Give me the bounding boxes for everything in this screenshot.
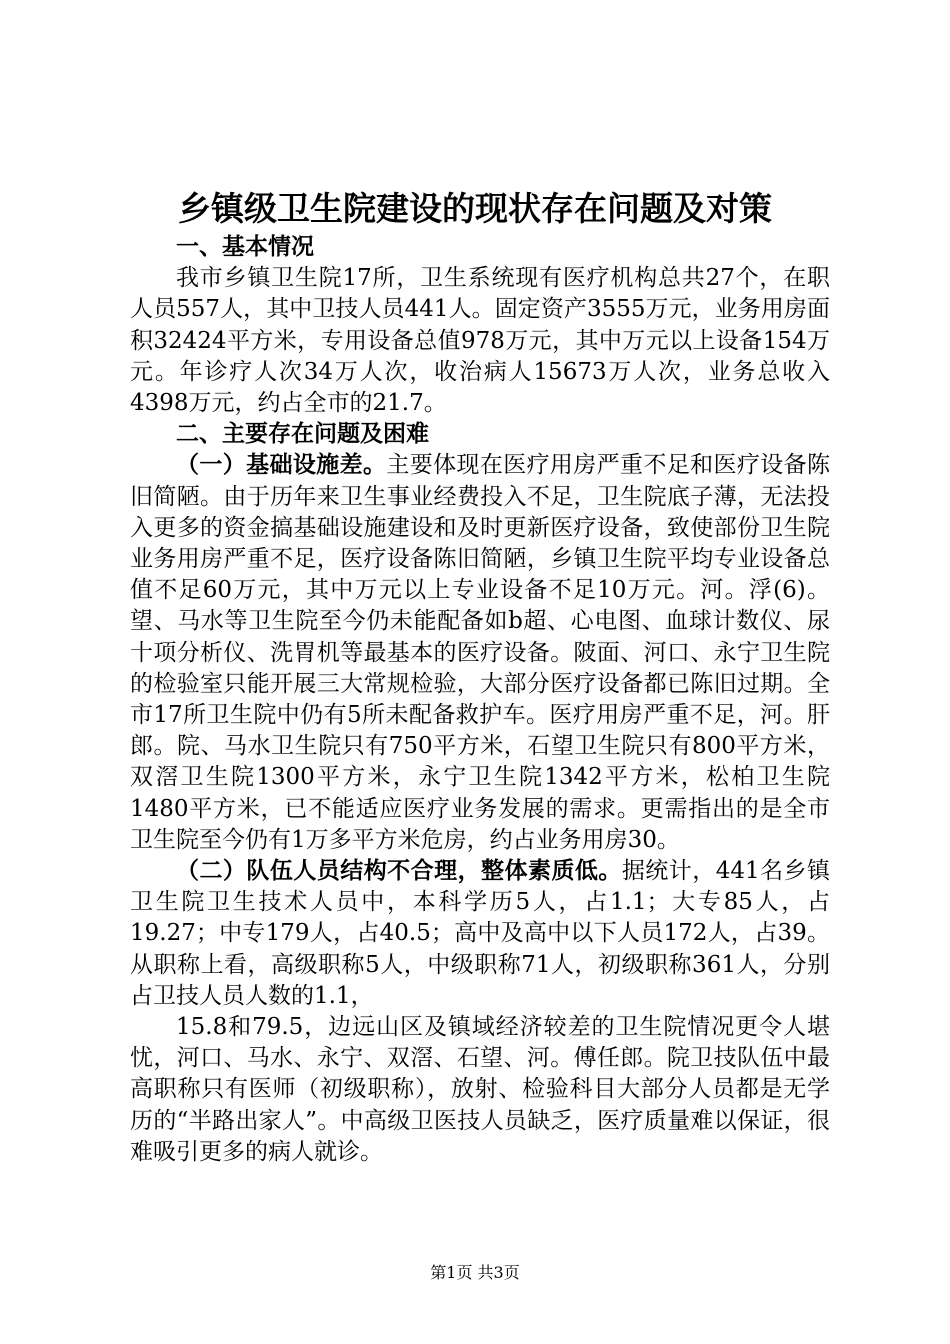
paragraph-lead-staff-structure: （二）队伍人员结构不合理，整体素质低。 (176, 858, 622, 885)
paragraph-infrastructure (130, 450, 830, 856)
paragraph-basic-situation: 我市乡镇卫生院17所，卫生系统现有医疗机构总共27个，在职人员557人，其中卫技人员441人。固定资产3555万元，业务用房面积32424平方米，专用设备总值978万元，其中万元以上设备154万元。年诊疗人次34万人次，收治病人15673万人次，业务总收入4398万元，约占全市的21.7。 (130, 265, 830, 417)
paragraph-staff-structure (130, 856, 830, 1012)
paragraph-lead-infrastructure: （一）基础设施差。 (176, 452, 387, 479)
paragraph-text-staff-structure: 据统计，441名乡镇卫生院卫生技术人员中，本科学历5人，占1.1；大专85人，占19.27；中专179人，占40.5；高中及高中以下人员172人，占39。从职称上看，高级职称5人，中级职称71人，初级职称361人，分别占卫技人员人数的1.1， (130, 858, 830, 1009)
section-heading-basic-situation: 一、基本情况 (176, 234, 314, 260)
document-body (130, 232, 830, 1168)
paragraph-text-infrastructure: 主要体现在医疗用房严重不足和医疗设备陈旧简陋。由于历年来卫生事业经费投入不足，卫生院底子薄，无法投入更多的资金搞基础设施建设和及时更新医疗设备，致使部份卫生院业务用房严重不足，医疗设备陈旧简陋，乡镇卫生院平均专业设备总值不足60万元，其中万元以上专业设备不足10万元。河。浮(6)。望、马水等卫生院至今仍未能配备如b超、心电图、血球计数仪、尿十项分析仪、洗胃机等最基本的医疗设备。陂面、河口、永宁卫生院的检验室只能开展三大常规检验，大部分医疗设备都已陈旧过期。全市17所卫生院中仍有5所未配备救护车。医疗用房严重不足，河。肝郎。院、马水卫生院只有750平方米，石望卫生院只有800平方米，双滘卫生院1300平方米，永宁卫生院1342平方米，松柏卫生院1480平方米，已不能适应医疗业务发展的需求。更需指出的是全市卫生院至今仍有1万多平方米危房，约占业务用房30。 (130, 452, 831, 853)
section-heading-main-problems: 二、主要存在问题及困难 (176, 421, 429, 448)
document-title: 乡镇级卫生院建设的现状存在问题及对策 (178, 189, 772, 228)
paragraph-staff-continued: 15.8和79.5，边远山区及镇域经济较差的卫生院情况更令人堪忧，河口、马水、永宁、双滘、石望、河。傅任郎。院卫技队伍中最高职称只有医师（初级职称），放射、检验科目大部分人员都是无学历的“半路出家人”。中高级卫医技人员缺乏，医疗质量难以保证，很难吸引更多的病人就诊。 (130, 1014, 830, 1165)
page-number-footer: 第1页 共3页 (430, 1263, 520, 1282)
